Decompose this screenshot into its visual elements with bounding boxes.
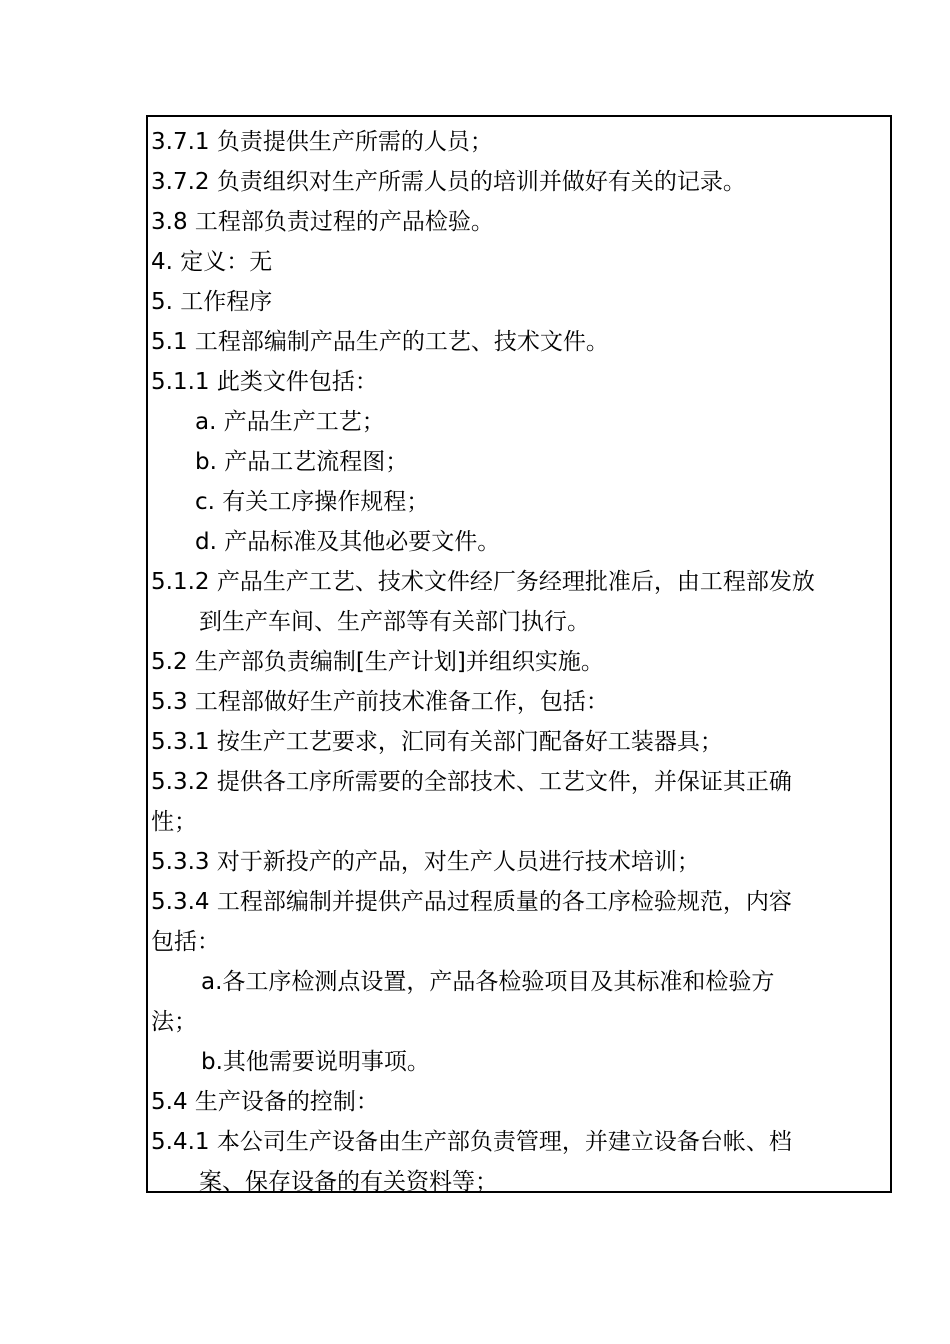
- text-line: 3.8 工程部负责过程的产品检验。: [151, 209, 494, 235]
- text-line: 5.2 生产部负责编制[生产计划]并组织实施。: [151, 649, 604, 675]
- document-body: [151, 122, 886, 1202]
- list-item: a. 产品生产工艺；: [195, 409, 385, 435]
- text-line-continuation: 案、保存设备的有关资料等；: [199, 1169, 498, 1195]
- list-item: d. 产品标准及其他必要文件。: [195, 529, 501, 555]
- text-line: 5.3.2 提供各工序所需要的全部技术、工艺文件，并保证其正确: [151, 769, 792, 795]
- list-item: b.其他需要说明事项。: [201, 1049, 430, 1075]
- text-line: 5.4 生产设备的控制：: [151, 1089, 379, 1115]
- text-line: 5.3 工程部做好生产前技术准备工作，包括：: [151, 689, 609, 715]
- list-item: a.各工序检测点设置，产品各检验项目及其标准和检验方: [201, 969, 775, 995]
- text-line: 5.1 工程部编制产品生产的工艺、技术文件。: [151, 329, 609, 355]
- text-line: 5.3.4 工程部编制并提供产品过程质量的各工序检验规范，内容: [151, 889, 792, 915]
- section-heading: 4. 定义：无: [151, 249, 273, 275]
- text-line-continuation: 包括：: [151, 929, 220, 955]
- section-heading: 5. 工作程序: [151, 289, 273, 315]
- text-line: 5.3.3 对于新投产的产品，对生产人员进行技术培训；: [151, 849, 700, 875]
- text-line: 5.4.1 本公司生产设备由生产部负责管理，并建立设备台帐、档: [151, 1129, 792, 1155]
- document-frame: [146, 115, 892, 1193]
- text-line-continuation: 到生产车间、生产部等有关部门执行。: [199, 609, 590, 635]
- text-line: 5.1.2 产品生产工艺、技术文件经厂务经理批准后，由工程部发放: [151, 569, 815, 595]
- text-line-continuation: 性；: [151, 809, 197, 835]
- list-item: b. 产品工艺流程图；: [195, 449, 409, 475]
- text-line: 5.3.1 按生产工艺要求，汇同有关部门配备好工装器具；: [151, 729, 723, 755]
- text-line: 5.1.1 此类文件包括：: [151, 369, 378, 395]
- text-line-continuation: 法；: [151, 1009, 197, 1035]
- text-line: 3.7.2 负责组织对生产所需人员的培训并做好有关的记录。: [151, 169, 746, 195]
- text-line: 3.7.1 负责提供生产所需的人员；: [151, 129, 493, 155]
- list-item: c. 有关工序操作规程；: [195, 489, 430, 515]
